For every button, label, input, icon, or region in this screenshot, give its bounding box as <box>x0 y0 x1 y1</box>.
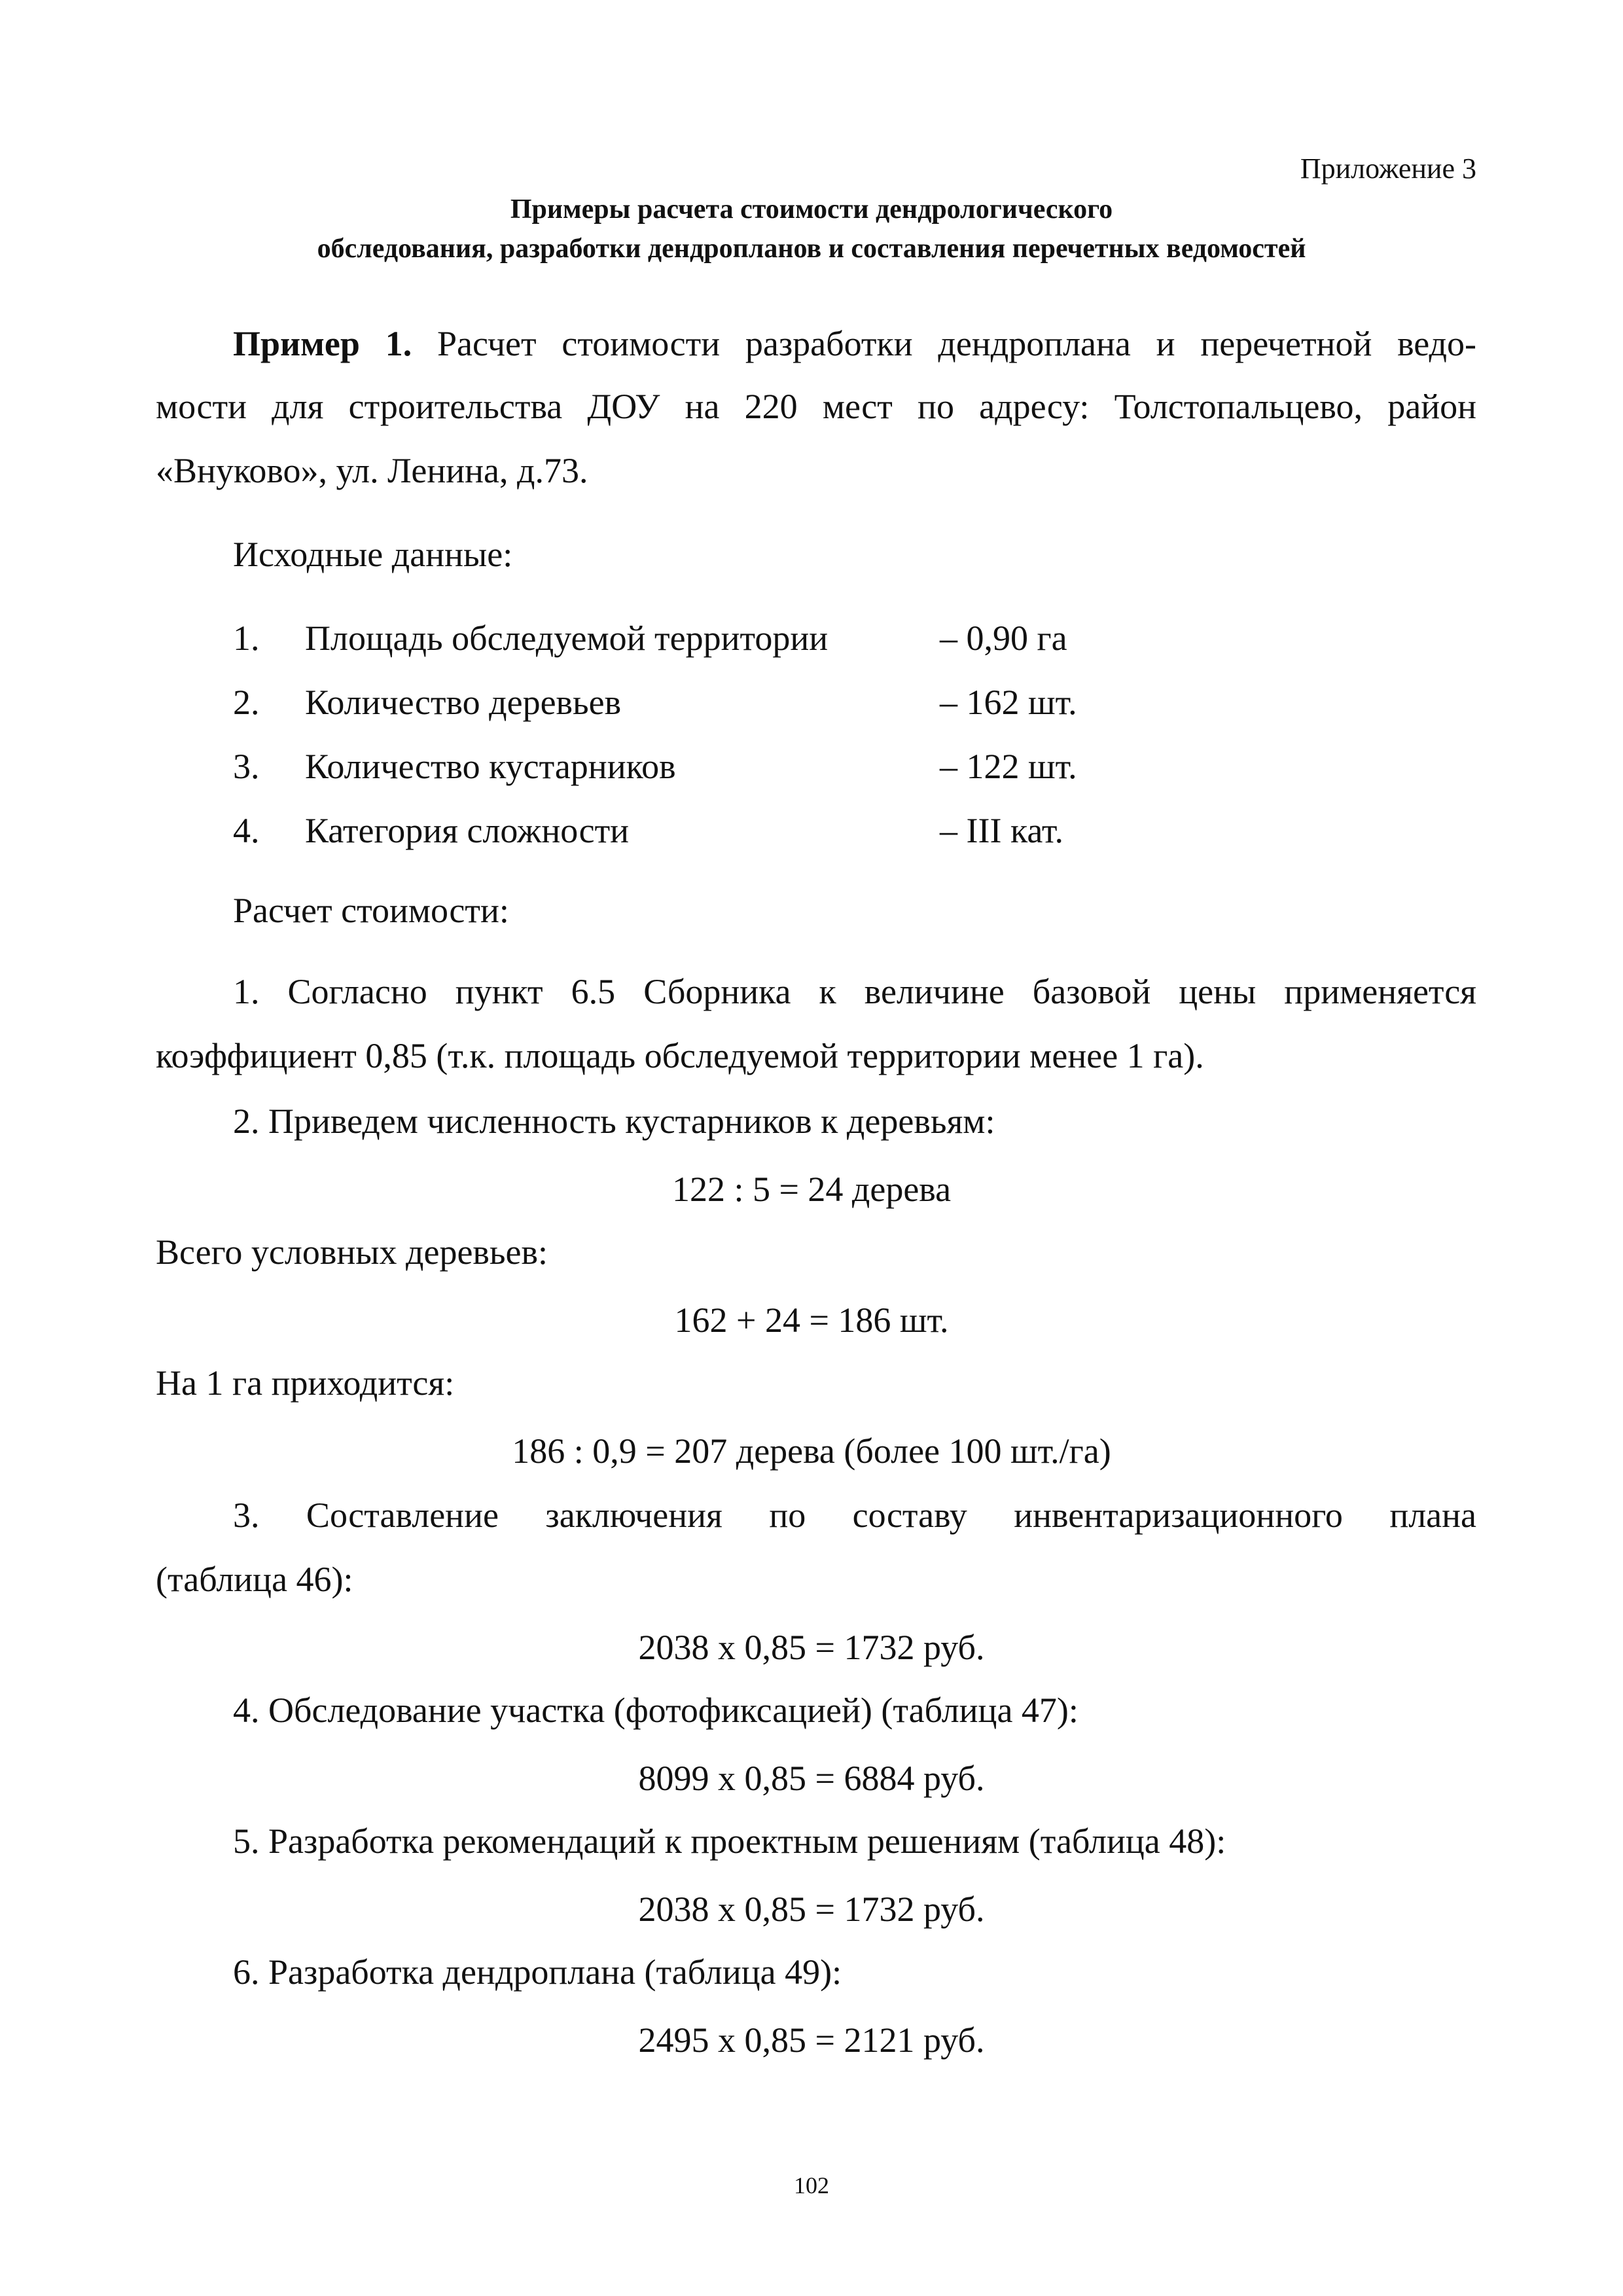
formula-4: 2038 х 0,85 = 1732 руб. <box>638 1628 985 1667</box>
example-intro-line-2: мости для строительства ДОУ на 220 мест по адресу: Толстопальцево, район <box>156 387 1476 426</box>
document-title-line-1: Примеры расчета стоимости дендрологического <box>510 194 1113 224</box>
list-item-value: – 162 шт. <box>940 683 1077 722</box>
step-1-line-1: 1. Согласно пункт 6.5 Сборника к величине базовой цены применяется <box>233 972 1476 1011</box>
formula-3: 186 : 0,9 = 207 дерева (более 100 шт./га) <box>512 1431 1111 1471</box>
formula-1: 122 : 5 = 24 дерева <box>671 1170 952 1209</box>
step-1-line-2: коэффициент 0,85 (т.к. площадь обследуемой территории менее 1 га). <box>156 1036 1204 1075</box>
per-hectare-label: На 1 га приходится: <box>156 1363 455 1403</box>
list-item-label: Площадь обследуемой территории <box>305 619 829 658</box>
step-3-line-2: (таблица 46): <box>156 1560 353 1599</box>
list-item-value: – 122 шт. <box>940 747 1077 786</box>
list-item-label: Количество деревьев <box>305 683 622 722</box>
list-item-number: 2. <box>233 683 260 722</box>
list-item-label: Категория сложности <box>305 811 630 850</box>
list-item-value: – III кат. <box>940 811 1063 850</box>
step-2: 2. Приведем численность кустарников к деревьям: <box>233 1102 995 1141</box>
example-text: Расчет стоимости разработки дендроплана и перечетной ведо- <box>437 324 1477 363</box>
formula-2: 162 + 24 = 186 шт. <box>674 1300 949 1340</box>
list-item-value: – 0,90 га <box>940 619 1067 658</box>
step-5: 5. Разработка рекомендаций к проектным решениям (таблица 48): <box>233 1821 1226 1861</box>
total-trees-label: Всего условных деревьев: <box>156 1232 548 1272</box>
page-number: 102 <box>794 2172 829 2198</box>
appendix-label: Приложение 3 <box>1300 152 1476 185</box>
step-4: 4. Обследование участка (фотофиксацией) (таблица 47): <box>233 1691 1079 1730</box>
step-6: 6. Разработка дендроплана (таблица 49): <box>233 1952 842 1992</box>
list-item-number: 3. <box>233 747 260 786</box>
list-item-number: 4. <box>233 811 260 850</box>
list-item-label: Количество кустарников <box>305 747 676 786</box>
step-3-line-1: 3. Составление заключения по составу инвентаризационного плана <box>233 1496 1476 1535</box>
initial-data-heading: Исходные данные: <box>233 535 513 574</box>
list-item-number: 1. <box>233 619 260 658</box>
formula-7: 2495 х 0,85 = 2121 руб. <box>638 2020 985 2060</box>
formula-5: 8099 х 0,85 = 6884 руб. <box>638 1759 985 1798</box>
calculation-heading: Расчет стоимости: <box>233 891 509 930</box>
example-label: Пример 1. <box>233 324 412 363</box>
document-title-line-2: обследования, разработки дендропланов и составления перечетных ведомостей <box>317 234 1306 264</box>
formula-6: 2038 х 0,85 = 1732 руб. <box>638 1890 985 1929</box>
example-intro-line-1 <box>233 326 1476 361</box>
example-intro-line-3: «Внуково», ул. Ленина, д.73. <box>156 451 588 490</box>
